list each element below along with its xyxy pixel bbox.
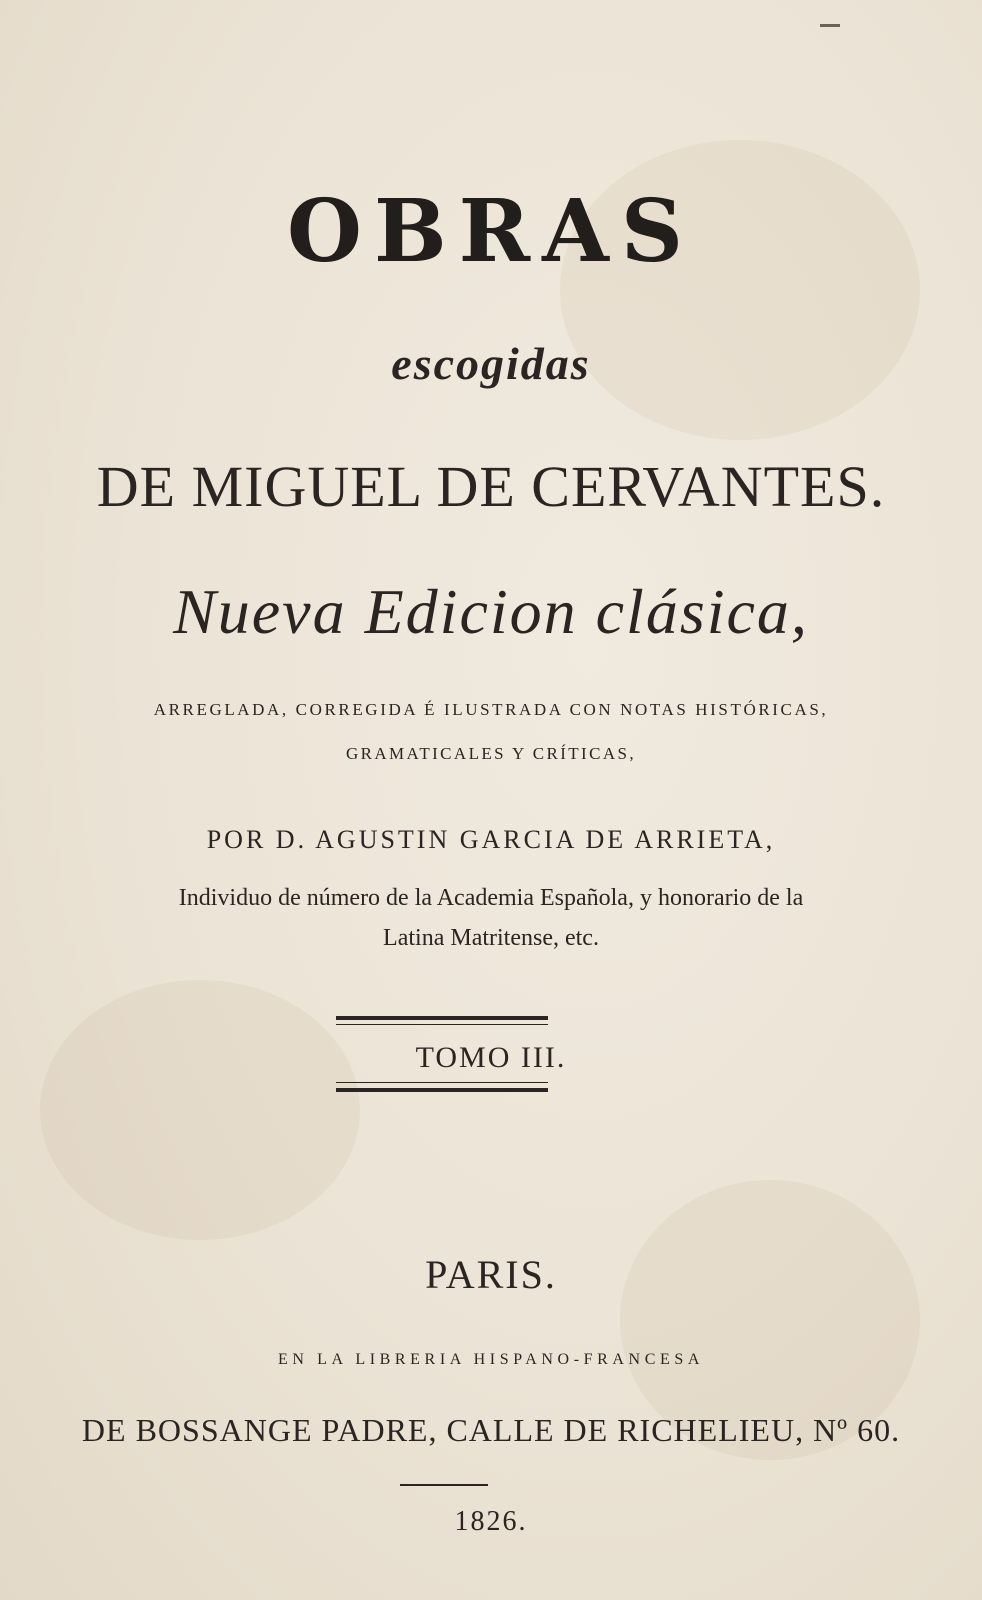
imprint-place: PARIS.	[425, 1252, 557, 1297]
bottom-rule-thick	[336, 1088, 548, 1092]
author-line: DE MIGUEL DE CERVANTES.	[96, 454, 886, 519]
publisher-line-2: DE BOSSANGE PADRE, CALLE DE RICHELIEU, Nº 60.	[81, 1412, 901, 1448]
paper-stain	[40, 980, 360, 1240]
top-rule-thin	[336, 1024, 548, 1025]
top-rule-thick	[336, 1016, 548, 1020]
publisher-line-1: EN LA LIBRERIA HISPANO-FRANCESA	[277, 1351, 705, 1368]
editor-line: POR D. AGUSTIN GARCIA DE ARRIETA,	[206, 825, 776, 854]
imprint-year: 1826.	[454, 1506, 528, 1537]
bottom-rule-thin	[336, 1082, 548, 1083]
year-rule	[400, 1484, 488, 1486]
ink-mark	[820, 24, 840, 27]
editor-credentials-line-2: Latina Matritense, etc.	[383, 925, 599, 951]
book-title: OBRAS	[287, 181, 695, 282]
volume-label: TOMO III.	[415, 1041, 567, 1074]
edition-line: Nueva Edicion clásica,	[173, 576, 809, 647]
description-line-1: ARREGLADA, CORREGIDA É ILUSTRADA CON NOTAS HISTÓRICAS,	[153, 700, 829, 719]
editor-credentials-line-1: Individuo de número de la Academia Española, y honorario de la	[178, 885, 804, 911]
description-line-2: GRAMATICALES Y CRÍTICAS,	[345, 744, 637, 763]
book-subtitle: escogidas	[391, 338, 591, 389]
